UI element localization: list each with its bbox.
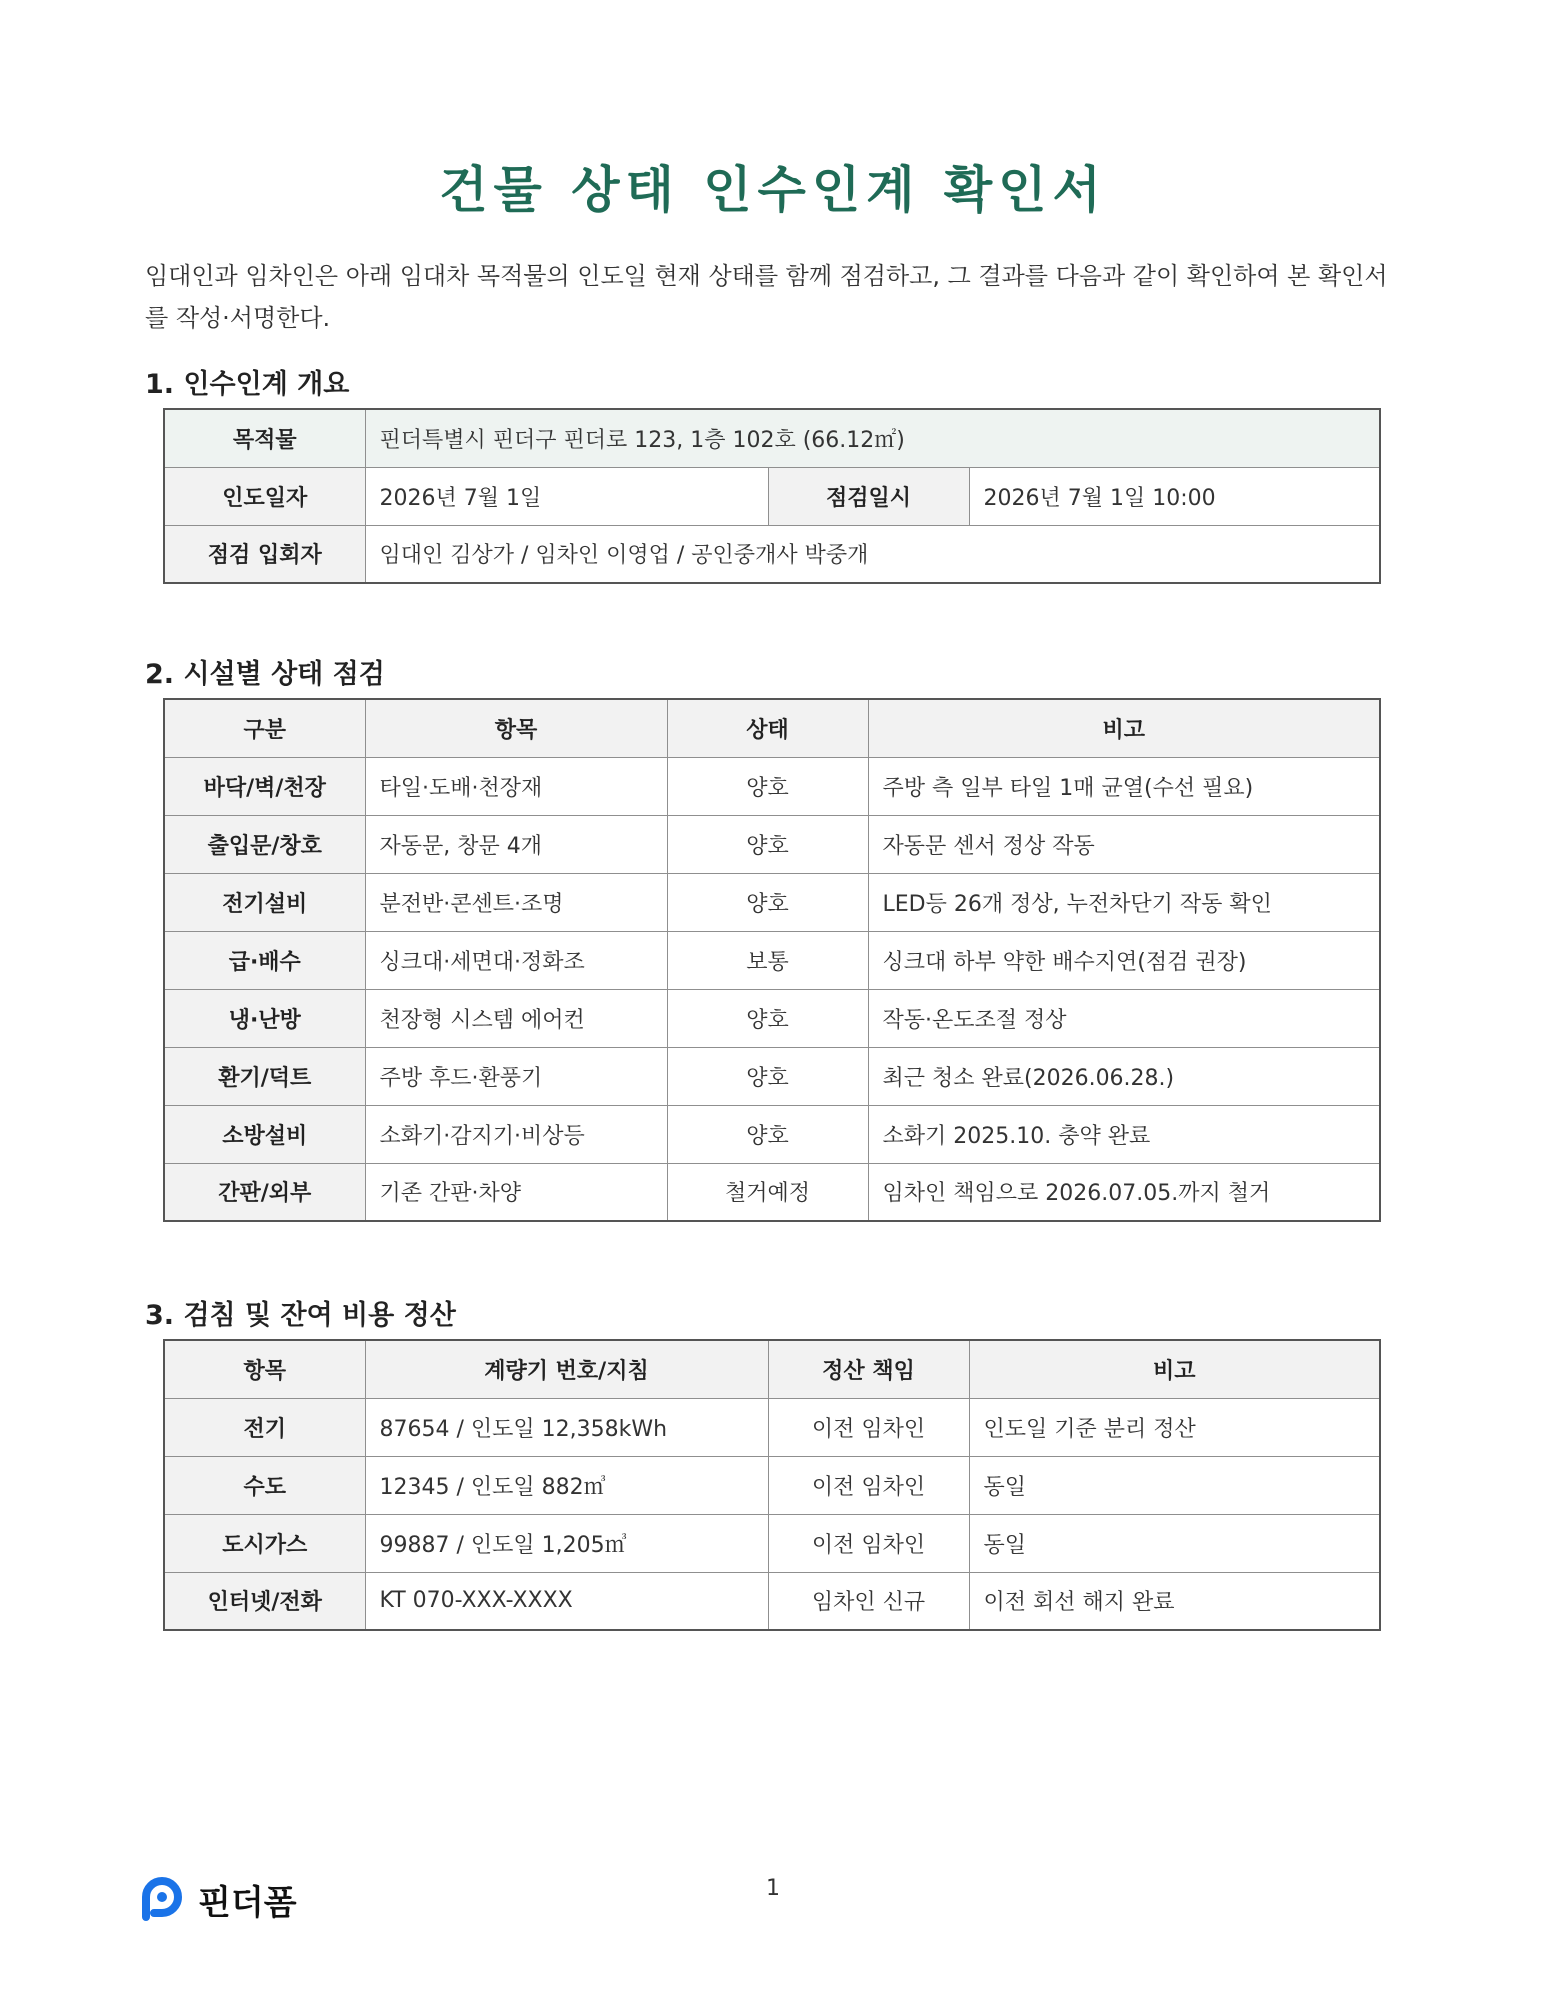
facility-category: 바닥/벽/천장 — [164, 757, 365, 815]
meter-table — [163, 1339, 1381, 1631]
facility-status: 양호 — [667, 815, 868, 873]
facility-status: 보통 — [667, 931, 868, 989]
object-value: 핀더특별시 핀더구 핀더로 123, 1층 102호 (66.12㎡) — [365, 409, 1380, 467]
handover-value: 2026년 7월 1일 — [365, 467, 768, 525]
table-header-row — [164, 1340, 1380, 1398]
meter-item: 인터넷/전화 — [164, 1572, 365, 1630]
brand-name: 핀더폼 — [198, 1883, 297, 1923]
header-responsibility: 정산 책임 — [768, 1340, 969, 1398]
facility-category: 급·배수 — [164, 931, 365, 989]
intro-paragraph: 임대인과 임차인은 아래 임대차 목적물의 인도일 현재 상태를 함께 점검하고, 그 결과를 다음과 같이 확인하여 본 확인서를 작성·서명한다. — [145, 262, 1388, 332]
facility-category: 소방설비 — [164, 1105, 365, 1163]
table-row — [164, 815, 1380, 873]
inspect-value: 2026년 7월 1일 10:00 — [969, 467, 1380, 525]
facility-item: 타일·도배·천장재 — [365, 757, 667, 815]
facility-item: 싱크대·세면대·정화조 — [365, 931, 667, 989]
table-header-row — [164, 699, 1380, 757]
facility-category: 출입문/창호 — [164, 815, 365, 873]
facility-note: 주방 측 일부 타일 1매 균열(수선 필요) — [868, 757, 1380, 815]
meter-reading: 87654 / 인도일 12,358kWh — [365, 1398, 768, 1456]
table-row — [164, 1398, 1380, 1456]
inspect-label: 점검일시 — [768, 467, 969, 525]
facility-status: 양호 — [667, 757, 868, 815]
facility-item: 천장형 시스템 에어컨 — [365, 989, 667, 1047]
document-title: 건물 상태 인수인계 확인서 — [439, 161, 1107, 219]
overview-table — [163, 408, 1381, 584]
facility-note: 임차인 책임으로 2026.07.05.까지 철거 — [868, 1163, 1380, 1221]
facility-category: 환기/덕트 — [164, 1047, 365, 1105]
facility-item: 기존 간판·차양 — [365, 1163, 667, 1221]
section-3-title: 3. 검침 및 잔여 비용 정산 — [145, 1300, 456, 1331]
facility-status: 양호 — [667, 1105, 868, 1163]
header-item: 항목 — [164, 1340, 365, 1398]
table-row — [164, 1456, 1380, 1514]
meter-note: 동일 — [969, 1456, 1380, 1514]
attend-label: 점검 입회자 — [164, 525, 365, 583]
table-row — [164, 1163, 1380, 1221]
meter-note: 동일 — [969, 1514, 1380, 1572]
table-row — [164, 931, 1380, 989]
table-row — [164, 757, 1380, 815]
meter-reading: 99887 / 인도일 1,205㎥ — [365, 1514, 768, 1572]
facility-note: 소화기 2025.10. 충약 완료 — [868, 1105, 1380, 1163]
header-note: 비고 — [868, 699, 1380, 757]
table-row — [164, 409, 1380, 467]
meter-responsibility: 이전 임차인 — [768, 1398, 969, 1456]
facility-item: 주방 후드·환풍기 — [365, 1047, 667, 1105]
handover-label: 인도일자 — [164, 467, 365, 525]
facility-category: 전기설비 — [164, 873, 365, 931]
meter-reading: 12345 / 인도일 882㎥ — [365, 1456, 768, 1514]
table-row — [164, 467, 1380, 525]
facility-status: 양호 — [667, 873, 868, 931]
facility-note: 작동·온도조절 정상 — [868, 989, 1380, 1047]
header-meter: 계량기 번호/지침 — [365, 1340, 768, 1398]
section-2-title: 2. 시설별 상태 점검 — [145, 659, 385, 690]
table-row — [164, 873, 1380, 931]
page-number: 1 — [766, 1876, 780, 1901]
meter-item: 전기 — [164, 1398, 365, 1456]
table-row — [164, 1105, 1380, 1163]
meter-responsibility: 이전 임차인 — [768, 1514, 969, 1572]
header-item: 항목 — [365, 699, 667, 757]
table-row — [164, 1047, 1380, 1105]
facility-note: 자동문 센서 정상 작동 — [868, 815, 1380, 873]
meter-responsibility: 임차인 신규 — [768, 1572, 969, 1630]
facility-status: 양호 — [667, 989, 868, 1047]
header-category: 구분 — [164, 699, 365, 757]
section-1-title: 1. 인수인계 개요 — [145, 369, 350, 400]
facility-item: 분전반·콘센트·조명 — [365, 873, 667, 931]
header-note: 비고 — [969, 1340, 1380, 1398]
facility-status: 철거예정 — [667, 1163, 868, 1221]
facility-status: 양호 — [667, 1047, 868, 1105]
meter-note: 이전 회선 해지 완료 — [969, 1572, 1380, 1630]
facility-category: 간판/외부 — [164, 1163, 365, 1221]
facility-table — [163, 698, 1381, 1222]
meter-item: 수도 — [164, 1456, 365, 1514]
header-status: 상태 — [667, 699, 868, 757]
table-row — [164, 1572, 1380, 1630]
facility-item: 자동문, 창문 4개 — [365, 815, 667, 873]
object-label: 목적물 — [164, 409, 365, 467]
attend-value: 임대인 김상가 / 임차인 이영업 / 공인중개사 박중개 — [365, 525, 1380, 583]
facility-item: 소화기·감지기·비상등 — [365, 1105, 667, 1163]
meter-reading: KT 070-XXX-XXXX — [365, 1572, 768, 1630]
table-row — [164, 525, 1380, 583]
meter-item: 도시가스 — [164, 1514, 365, 1572]
facility-note: 싱크대 하부 약한 배수지연(점검 권장) — [868, 931, 1380, 989]
table-row — [164, 1514, 1380, 1572]
facility-note: 최근 청소 완료(2026.06.28.) — [868, 1047, 1380, 1105]
meter-responsibility: 이전 임차인 — [768, 1456, 969, 1514]
facility-category: 냉·난방 — [164, 989, 365, 1047]
facility-note: LED등 26개 정상, 누전차단기 작동 확인 — [868, 873, 1380, 931]
table-row — [164, 989, 1380, 1047]
meter-note: 인도일 기준 분리 정산 — [969, 1398, 1380, 1456]
